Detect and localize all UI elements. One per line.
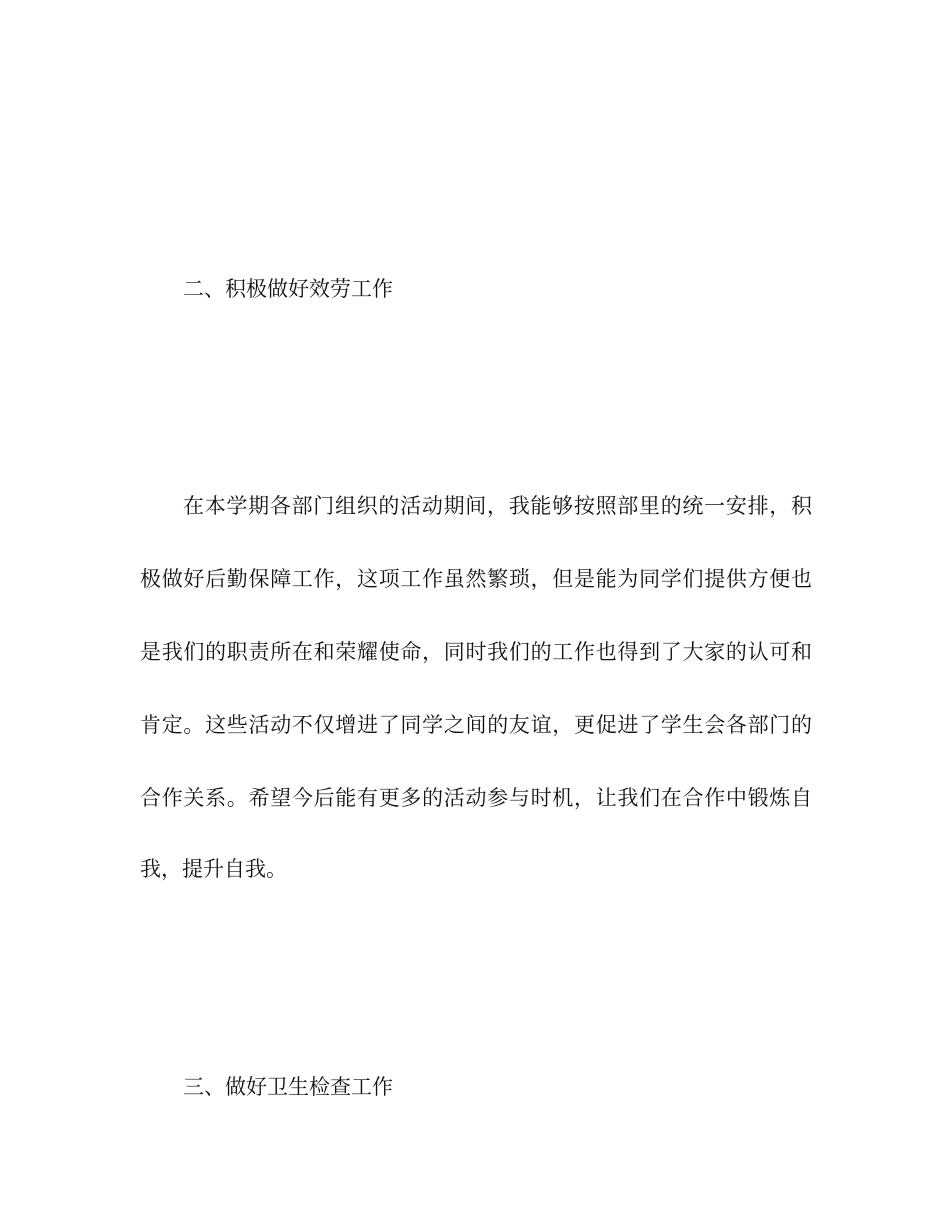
paragraph-line: 在本学期各部门组织的活动期间，我能够按照部里的统一安排，积 xyxy=(183,494,812,518)
section-heading-3: 三、做好卫生检查工作 xyxy=(183,1075,393,1099)
paragraph-line: 极做好后勤保障工作，这项工作虽然繁琐，但是能为同学们提供方便也 xyxy=(140,567,812,591)
paragraph-line: 我，提升自我。 xyxy=(140,857,287,881)
paragraph-line: 肯定。这些活动不仅增进了同学之间的友谊，更促进了学生会各部门的 xyxy=(140,713,812,737)
section-heading-2: 二、积极做好效劳工作 xyxy=(183,277,393,301)
paragraph-line: 是我们的职责所在和荣耀使命，同时我们的工作也得到了大家的认可和 xyxy=(140,640,812,664)
paragraph-line: 合作关系。希望今后能有更多的活动参与时机，让我们在合作中锻炼自 xyxy=(140,786,812,810)
